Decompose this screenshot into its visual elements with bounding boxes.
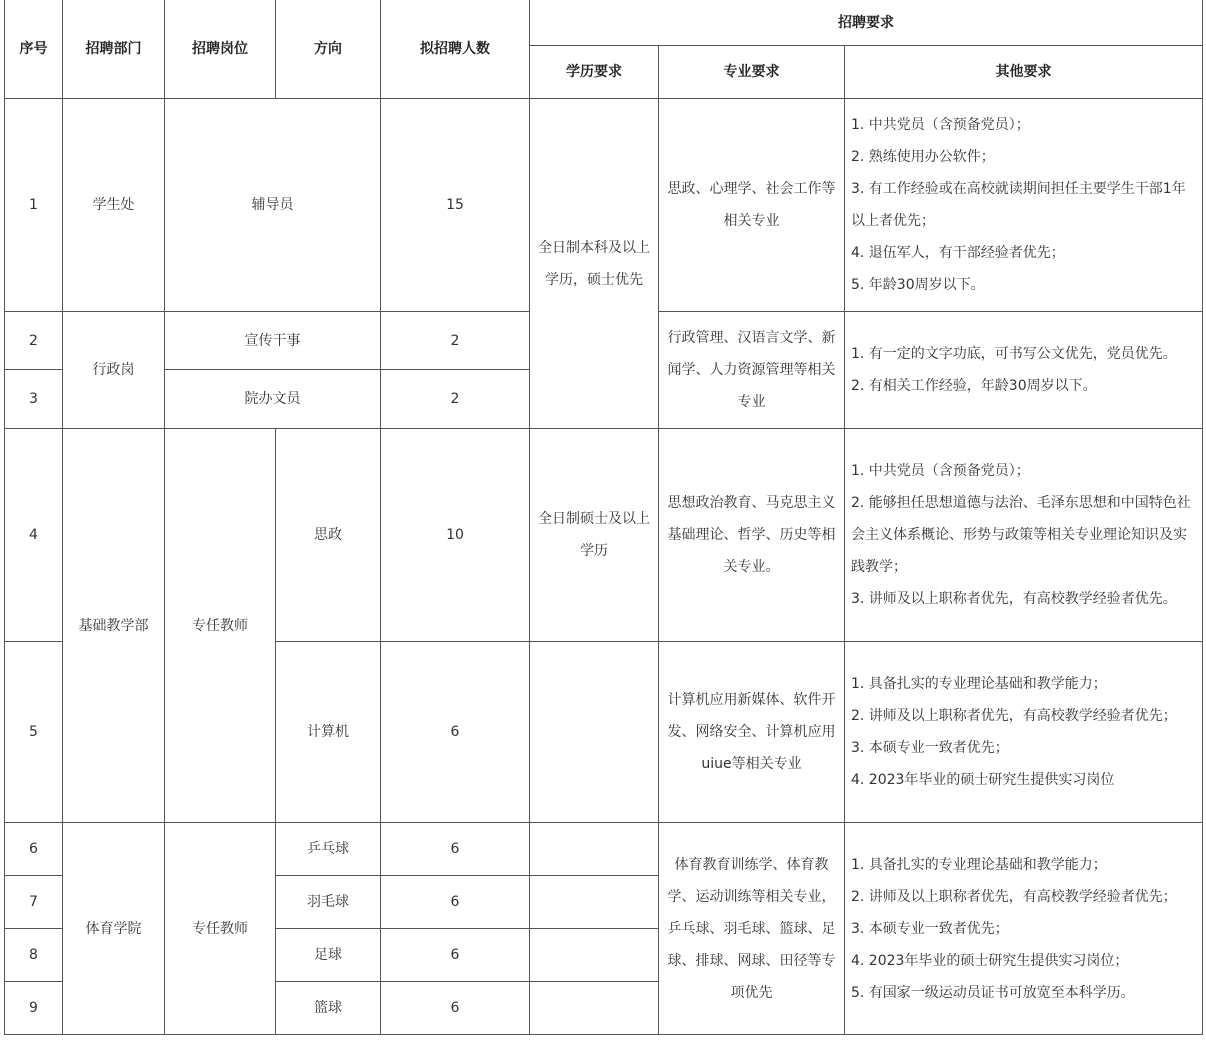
cell-count: 6	[381, 823, 530, 876]
cell-major: 思政、心理学、社会工作等相关专业	[659, 99, 845, 312]
cell-dept: 基础教学部	[63, 429, 165, 823]
cell-seq: 5	[5, 642, 63, 823]
cell-count: 6	[381, 982, 530, 1035]
cell-seq: 8	[5, 929, 63, 982]
cell-position: 辅导员	[165, 99, 381, 312]
cell-count: 2	[381, 312, 530, 370]
header-count: 拟招聘人数	[381, 0, 530, 99]
other-line: 1. 具备扎实的专业理论基础和教学能力；	[851, 676, 1107, 692]
other-line: 3. 本硕专业一致者优先；	[851, 920, 1009, 937]
cell-education: 全日制硕士及以上学历	[530, 429, 659, 642]
cell-education: 全日制本科及以上学历，硕士优先	[530, 99, 659, 429]
cell-direction: 计算机	[276, 642, 381, 823]
other-line: 5. 有国家一级运动员证书可放宽至本科学历。	[851, 984, 1135, 1001]
other-line: 3. 讲师及以上职称者优先，有高校教学经验者优先。	[851, 591, 1177, 607]
other-line: 1. 具备扎实的专业理论基础和教学能力；	[851, 856, 1107, 873]
header-education: 学历要求	[530, 46, 659, 99]
other-line: 4. 退伍军人，有干部经验者优先；	[851, 245, 1065, 261]
other-line: 1. 中共党员（含预备党员）；	[851, 117, 1030, 133]
cell-other	[845, 823, 1203, 1035]
cell-position: 院办文员	[165, 370, 381, 429]
cell-direction: 羽毛球	[276, 876, 381, 929]
cell-seq: 3	[5, 370, 63, 429]
cell-major: 行政管理、汉语言文学、新闻学、人力资源管理等相关专业	[659, 312, 845, 429]
header-direction: 方向	[276, 0, 381, 99]
header-seq: 序号	[5, 0, 63, 99]
cell-count: 6	[381, 929, 530, 982]
cell-seq: 2	[5, 312, 63, 370]
cell-other	[845, 99, 1203, 312]
other-line: 5. 年龄30周岁以下。	[851, 277, 985, 293]
table-row	[5, 823, 1203, 876]
header-dept: 招聘部门	[63, 0, 165, 99]
cell-education-empty	[530, 823, 659, 876]
cell-other	[845, 642, 1203, 823]
cell-seq: 6	[5, 823, 63, 876]
other-line: 2. 讲师及以上职称者优先，有高校教学经验者优先；	[851, 888, 1177, 905]
cell-major: 体育教育训练学、体育教学、运动训练等相关专业，乒乓球、羽毛球、篮球、足球、排球、网球、田径等专项优先	[659, 823, 845, 1035]
other-line: 3. 有工作经验或在高校就读期间担任主要学生干部1年以上者优先；	[851, 181, 1186, 229]
cell-count: 15	[381, 99, 530, 312]
header-position: 招聘岗位	[165, 0, 276, 99]
other-line: 2. 能够担任思想道德与法治、毛泽东思想和中国特色社会主义体系概论、形势与政策等相关专业理论知识及实践教学；	[851, 495, 1191, 575]
cell-count: 6	[381, 642, 530, 823]
cell-other	[845, 429, 1203, 642]
recruitment-table	[4, 0, 1203, 1035]
other-line: 1. 有一定的文字功底，可书写公文优先，党员优先。	[851, 346, 1177, 362]
other-line: 4. 2023年毕业的硕士研究生提供实习岗位；	[851, 952, 1129, 969]
cell-education-empty	[530, 642, 659, 823]
cell-count: 2	[381, 370, 530, 429]
cell-seq: 1	[5, 99, 63, 312]
other-line: 2. 熟练使用办公软件；	[851, 149, 995, 165]
cell-count: 6	[381, 876, 530, 929]
cell-education-empty	[530, 929, 659, 982]
header-requirements: 招聘要求	[530, 0, 1203, 46]
header-major: 专业要求	[659, 46, 845, 99]
other-line: 3. 本硕专业一致者优先；	[851, 740, 1009, 756]
cell-seq: 4	[5, 429, 63, 642]
other-line: 2. 有相关工作经验，年龄30周岁以下。	[851, 378, 1097, 394]
cell-dept: 行政岗	[63, 312, 165, 429]
cell-count: 10	[381, 429, 530, 642]
table-row	[5, 429, 1203, 642]
cell-direction: 乒乓球	[276, 823, 381, 876]
cell-direction: 足球	[276, 929, 381, 982]
cell-direction: 思政	[276, 429, 381, 642]
cell-education-empty	[530, 876, 659, 929]
cell-seq: 7	[5, 876, 63, 929]
cell-education-empty	[530, 982, 659, 1035]
cell-dept: 学生处	[63, 99, 165, 312]
table-row	[5, 99, 1203, 312]
cell-position: 专任教师	[165, 429, 276, 823]
cell-other	[845, 312, 1203, 429]
cell-major: 思想政治教育、马克思主义基础理论、哲学、历史等相关专业。	[659, 429, 845, 642]
cell-position: 专任教师	[165, 823, 276, 1035]
header-other: 其他要求	[845, 46, 1203, 99]
cell-seq: 9	[5, 982, 63, 1035]
cell-direction: 篮球	[276, 982, 381, 1035]
cell-major: 计算机应用新媒体、软件开发、网络安全、计算机应用uiue等相关专业	[659, 642, 845, 823]
other-line: 4. 2023年毕业的硕士研究生提供实习岗位	[851, 772, 1115, 788]
cell-dept: 体育学院	[63, 823, 165, 1035]
cell-position: 宣传干事	[165, 312, 381, 370]
other-line: 2. 讲师及以上职称者优先，有高校教学经验者优先；	[851, 708, 1177, 724]
other-line: 1. 中共党员（含预备党员）；	[851, 463, 1030, 479]
